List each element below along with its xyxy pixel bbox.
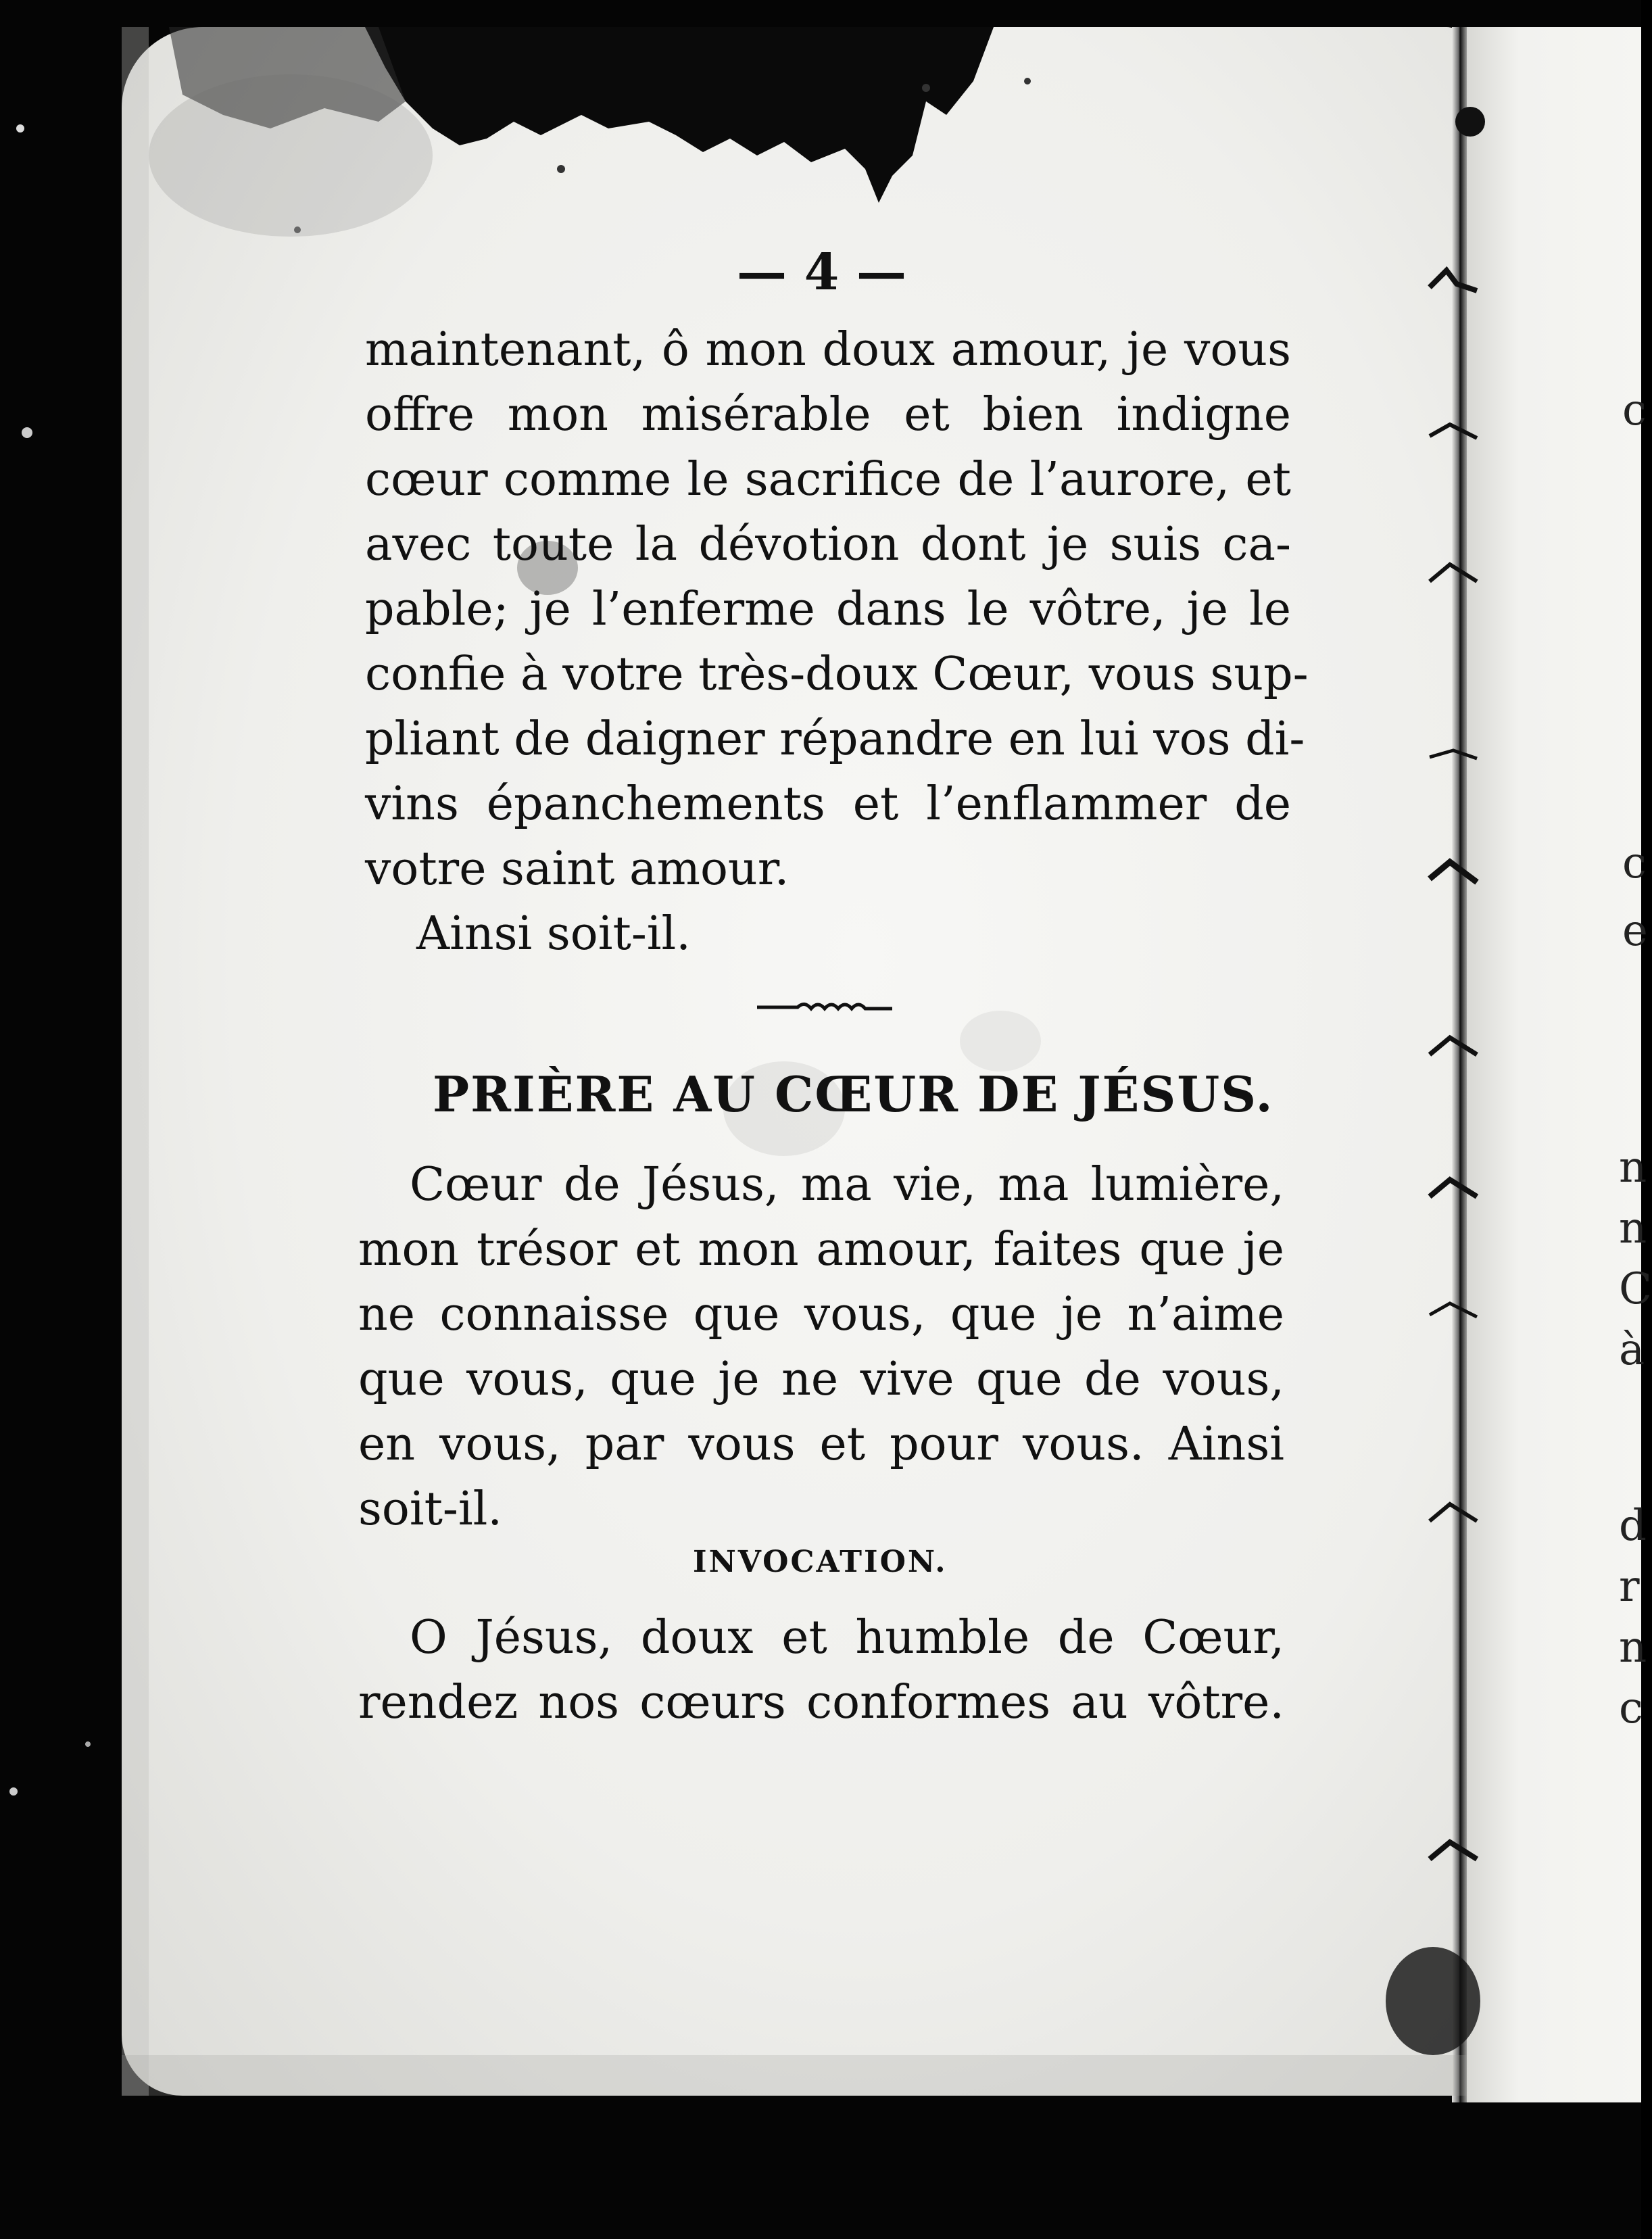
fragment: d — [1619, 1501, 1647, 1551]
page-number: — 4 — — [737, 243, 907, 302]
amen-line: Ainsi soit-il. — [416, 907, 691, 961]
prayer-paragraph — [358, 1153, 1284, 1542]
binding-stitch — [1426, 859, 1480, 886]
binding-stitch — [1426, 1501, 1480, 1528]
text-line: pliant de daigner répandre en lui vos di- — [365, 713, 1305, 766]
text-line: soit-il. — [358, 1483, 502, 1536]
fragment: n — [1619, 1622, 1647, 1672]
fragment: e — [1622, 906, 1648, 956]
invocation-paragraph — [358, 1606, 1284, 1735]
binding-stitch — [1426, 419, 1480, 446]
text-line: que vous, que je ne vive que de vous, — [358, 1353, 1284, 1406]
text-line: offre mon misérable et bien indigne — [365, 388, 1291, 441]
text-line: rendez nos cœurs conformes au vôtre. — [358, 1676, 1284, 1729]
fragment: à — [1619, 1325, 1645, 1375]
text-line: O Jésus, doux et humble de Cœur, — [410, 1611, 1284, 1664]
fragment: c — [1622, 385, 1647, 435]
text-line: ne connaisse que vous, que je n’aime — [358, 1288, 1284, 1341]
binding-stitch — [1426, 1839, 1480, 1866]
text-line: cœur comme le sacrifice de l’aurore, et — [365, 453, 1291, 506]
text-line: maintenant, ô mon doux amour, je vous — [365, 323, 1291, 377]
fragment: n — [1619, 1142, 1647, 1193]
binding-stitch — [1426, 267, 1480, 294]
fragment: C — [1619, 1264, 1652, 1314]
right-page-edge — [1467, 27, 1641, 2102]
text-line: en vous, par vous et pour vous. Ainsi — [358, 1418, 1284, 1471]
fragment: r — [1619, 1562, 1640, 1612]
binding-stitch — [1426, 1176, 1480, 1203]
text-line: mon trésor et mon amour, faites que je — [358, 1223, 1284, 1276]
text-line: avec toute la dévotion dont je suis ca- — [365, 518, 1291, 571]
binding-stitch — [1426, 1298, 1480, 1325]
text-line: Cœur de Jésus, ma vie, ma lumière, — [410, 1158, 1284, 1211]
binding-stitch — [1426, 744, 1480, 771]
invocation-title: INVOCATION. — [693, 1545, 948, 1579]
opening-paragraph — [365, 318, 1309, 967]
text-line: vins épanchements et l’enflammer de — [365, 777, 1291, 831]
text-line: pable; je l’enferme dans le vôtre, je le — [365, 583, 1291, 636]
binding-stitch — [1426, 1034, 1480, 1061]
book-gutter — [1452, 27, 1467, 2102]
section-title: PRIÈRE AU CŒUR DE JÉSUS. — [433, 1065, 1274, 1123]
text-line: confie à votre très-doux Cœur, vous sup- — [365, 648, 1309, 701]
fragment: c — [1619, 1683, 1643, 1733]
text-line: votre saint amour. — [365, 842, 789, 896]
fragment: c — [1622, 838, 1647, 888]
binding-stitch — [1426, 561, 1480, 588]
fragment: n — [1619, 1203, 1647, 1253]
